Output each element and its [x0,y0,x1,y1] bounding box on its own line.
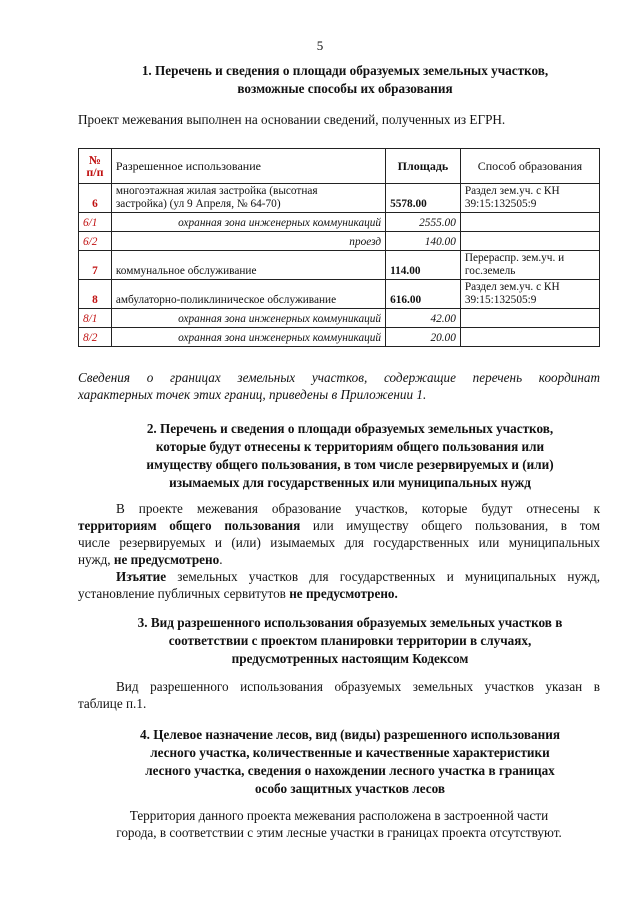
section3-title-line: 3. Вид разрешенного использования образуемых земельных участков в [137,615,563,630]
row-number: 8 [79,280,112,309]
land-plots-table [78,148,600,347]
section1-title [110,62,580,98]
section2-title [100,420,600,492]
row-area: 20.00 [386,328,461,347]
row-way-line: Раздел зем.уч. с КН [464,185,560,197]
section2-p1-line: В проекте межевания образование участков, которые будут отнесены к [116,501,600,516]
row-number: 6 [79,184,112,213]
section3-p-line: Вид разрешенного использования образуемых земельных участков указан в [116,679,600,694]
section2-p1-line: числе резервируемых и (или) изымаемых для государственных или муниципальных [78,535,600,550]
section3-title-line: соответствии с проектом планировки территории в случаях, [168,633,532,648]
section1-title-line: 1. Перечень и сведения о площади образуемых земельных участков, [141,63,549,78]
section2-p2-line [78,568,600,585]
row-way [460,184,599,213]
header-area: Площадь [386,149,461,184]
row-number: 7 [79,251,112,280]
section4-title-line: 4. Целевое назначение лесов, вид (виды) разрешенного использования [140,727,560,742]
table-row [79,251,600,280]
row-way-line: Раздел зем.уч. с КН [464,281,560,293]
header-way: Способ образования [460,149,599,184]
row-use [111,184,385,213]
table-row [79,309,600,328]
row-area: 2555.00 [386,213,461,232]
row-use: амбулаторно-поликлиническое обслуживание [111,280,385,309]
section1-intro: Проект межевания выполнен на основании сведений, полученных из ЕГРН. [78,112,506,127]
section4-paragraph [78,807,600,841]
section3-p-line: таблице п.1. [78,696,147,711]
row-way [460,328,599,347]
section4-p-line: Территория данного проекта межевания расположена в застроенной части [129,808,549,823]
row-use-line: многоэтажная жилая застройка (высотная [115,185,318,197]
row-use: коммунальное обслуживание [111,251,385,280]
table-row [79,232,600,251]
table-row [79,213,600,232]
page-number: 5 [316,38,324,53]
section4-title-line: особо защитных участков лесов [255,781,445,796]
section2-p2-bold: Изъятие [116,569,167,584]
section2-paragraph2 [78,568,600,602]
row-number: 8/2 [79,328,112,347]
row-use: охранная зона инженерных коммуникаций [111,309,385,328]
row-use: охранная зона инженерных коммуникаций [111,328,385,347]
section4-p-line: города, в соответствии с этим лесные участки в границах проекта отсутствуют. [116,825,562,840]
section4-title [100,726,600,798]
section3-title-line: предусмотренных настоящим Кодексом [231,651,469,666]
section2-p1-text: или имуществу общего пользования, в том [300,518,600,533]
section2-p1-text: . [219,552,223,567]
boundaries-note-line: Сведения о границах земельных участков, содержащие перечень координат [78,370,600,385]
boundaries-note [78,369,600,403]
table-row [79,184,600,213]
row-area: 114.00 [386,251,461,280]
section2-p2-text: земельных участков для государственных и муниципальных нужд, [166,569,600,584]
row-use: охранная зона инженерных коммуникаций [111,213,385,232]
row-way [460,309,599,328]
section2-title-line: 2. Перечень и сведения о площади образуемых земельных участков, [146,421,554,436]
section4-title-line: лесного участка, количественные и качественные характеристики [150,745,550,760]
row-area: 5578.00 [386,184,461,213]
section3-title [100,614,600,668]
boundaries-note-line: характерных точек этих границ, приведены в Приложении 1. [78,387,427,402]
row-way-line: 39:15:132505:9 [464,294,537,306]
section2-p1-bold: территориям общего пользования [78,518,301,533]
row-way-line: 39:15:132505:9 [464,198,537,210]
section2-p1-text: нужд, [78,552,114,567]
section1-title-line: возможные способы их образования [237,81,453,96]
section2-p1-line [78,517,600,534]
section2-p1-line [78,551,600,568]
table-header-row [79,149,600,184]
row-number: 8/1 [79,309,112,328]
table-row [79,328,600,347]
section3-paragraph [78,678,600,712]
row-number: 6/1 [79,213,112,232]
row-use-line: застройка) (ул 9 Апреля, № 64-70) [115,198,281,210]
header-number-line: п/п [86,165,104,179]
row-way [460,232,599,251]
section2-p2-bold: не предусмотрено. [289,586,398,601]
row-area: 140.00 [386,232,461,251]
row-area: 616.00 [386,280,461,309]
section4-title-line: лесного участка, сведения о нахождении лесного участка в границах [145,763,555,778]
row-way [460,280,599,309]
row-number: 6/2 [79,232,112,251]
header-number [79,149,112,184]
section2-title-line: изымаемых для государственных или муниципальных нужд [169,475,531,490]
row-use: проезд [111,232,385,251]
section2-p2-text: установление публичных сервитутов [78,586,290,601]
row-way-line: Перераспр. зем.уч. и [464,252,565,264]
row-way [460,251,599,280]
row-way-line: гос.земель [464,265,516,277]
section2-paragraph1 [78,500,600,568]
row-area: 42.00 [386,309,461,328]
section2-p1-bold: не предусмотрено [113,552,220,567]
header-use: Разрешенное использование [111,149,385,184]
header-number-line: № [88,153,101,167]
section2-title-line: которые будут отнесены к территориям общего пользования или [155,439,545,454]
row-way [460,213,599,232]
section2-title-line: имуществу общего пользования, в том числе резервируемых и (или) [146,457,554,472]
table-row [79,280,600,309]
section2-p2-line [78,585,600,602]
